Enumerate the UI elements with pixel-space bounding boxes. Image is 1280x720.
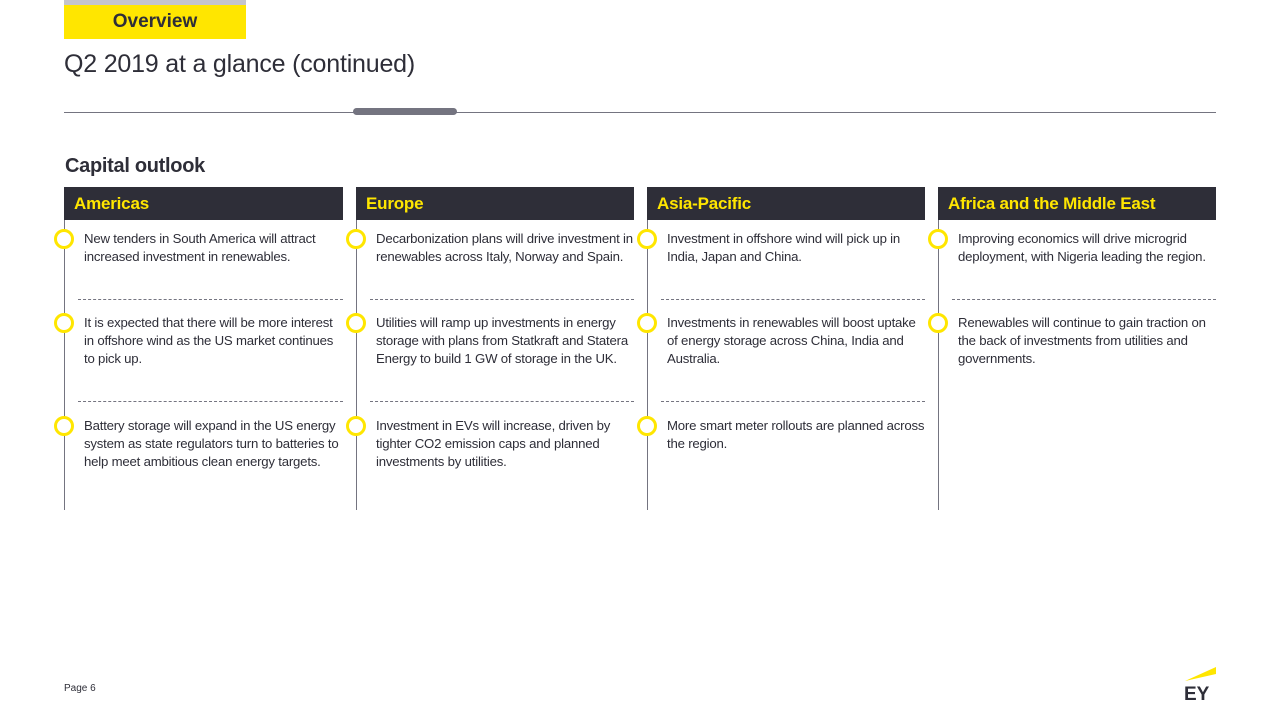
dashed-divider xyxy=(661,401,925,402)
section-tab: Overview xyxy=(64,0,246,39)
ey-logo-icon xyxy=(1182,666,1218,702)
circle-bullet-icon xyxy=(928,229,948,249)
dashed-divider xyxy=(661,299,925,300)
item-text: More smart meter rollouts are planned across the region. xyxy=(667,418,925,451)
item-text: Utilities will ramp up investments in energy storage with plans from Statkraft and Statera Energy to build 1 GW of storage in the UK. xyxy=(376,315,628,366)
dashed-divider xyxy=(952,299,1216,300)
item-text: Investment in offshore wind will pick up in India, Japan and China. xyxy=(667,231,901,264)
circle-bullet-icon xyxy=(928,313,948,333)
item-text: Battery storage will expand in the US energy system as state regulators turn to batteries to help meet ambitious clean energy targets. xyxy=(84,418,339,469)
circle-bullet-icon xyxy=(54,313,74,333)
item-text: It is expected that there will be more interest in offshore wind as the US market continues to pick up. xyxy=(84,315,334,366)
circle-bullet-icon xyxy=(346,229,366,249)
circle-bullet-icon xyxy=(637,313,657,333)
item-text: Decarbonization plans will drive investment in renewables across Italy, Norway and Spain. xyxy=(376,231,633,264)
column-header: Americas xyxy=(64,187,343,220)
column-header: Asia-Pacific xyxy=(647,187,925,220)
item-text: Improving economics will drive microgrid deployment, with Nigeria leading the region. xyxy=(958,231,1206,264)
dashed-divider xyxy=(78,299,343,300)
column-americas xyxy=(64,187,343,469)
column-line xyxy=(356,220,357,510)
circle-bullet-icon xyxy=(346,416,366,436)
column-asia-pacific xyxy=(647,187,925,451)
item-text: New tenders in South America will attract increased investment in renewables. xyxy=(84,231,316,264)
column-line xyxy=(938,220,939,510)
item-text: Investments in renewables will boost uptake of energy storage across China, India and Australia. xyxy=(667,315,916,366)
column-europe xyxy=(356,187,634,469)
circle-bullet-icon xyxy=(54,416,74,436)
title-rule xyxy=(64,112,1216,113)
item-text: Renewables will continue to gain traction on the back of investments from utilities and governments. xyxy=(958,315,1206,366)
progress-marker xyxy=(353,108,457,115)
column-header: Europe xyxy=(356,187,634,220)
dashed-divider xyxy=(78,401,343,402)
section-title: Capital outlook xyxy=(65,155,205,177)
dashed-divider xyxy=(370,299,634,300)
page-title: Q2 2019 at a glance (continued) xyxy=(64,50,415,78)
page-number: Page 6 xyxy=(64,683,96,694)
column-header: Africa and the Middle East xyxy=(938,187,1216,220)
circle-bullet-icon xyxy=(637,416,657,436)
column-line xyxy=(647,220,648,510)
circle-bullet-icon xyxy=(346,313,366,333)
item-text: Investment in EVs will increase, driven by tighter CO2 emission caps and planned investments by utilities. xyxy=(376,418,611,469)
circle-bullet-icon xyxy=(54,229,74,249)
dashed-divider xyxy=(370,401,634,402)
column-africa-middle-east xyxy=(938,187,1216,366)
circle-bullet-icon xyxy=(637,229,657,249)
column-line xyxy=(64,220,65,510)
logo-text: EY xyxy=(1184,684,1210,702)
